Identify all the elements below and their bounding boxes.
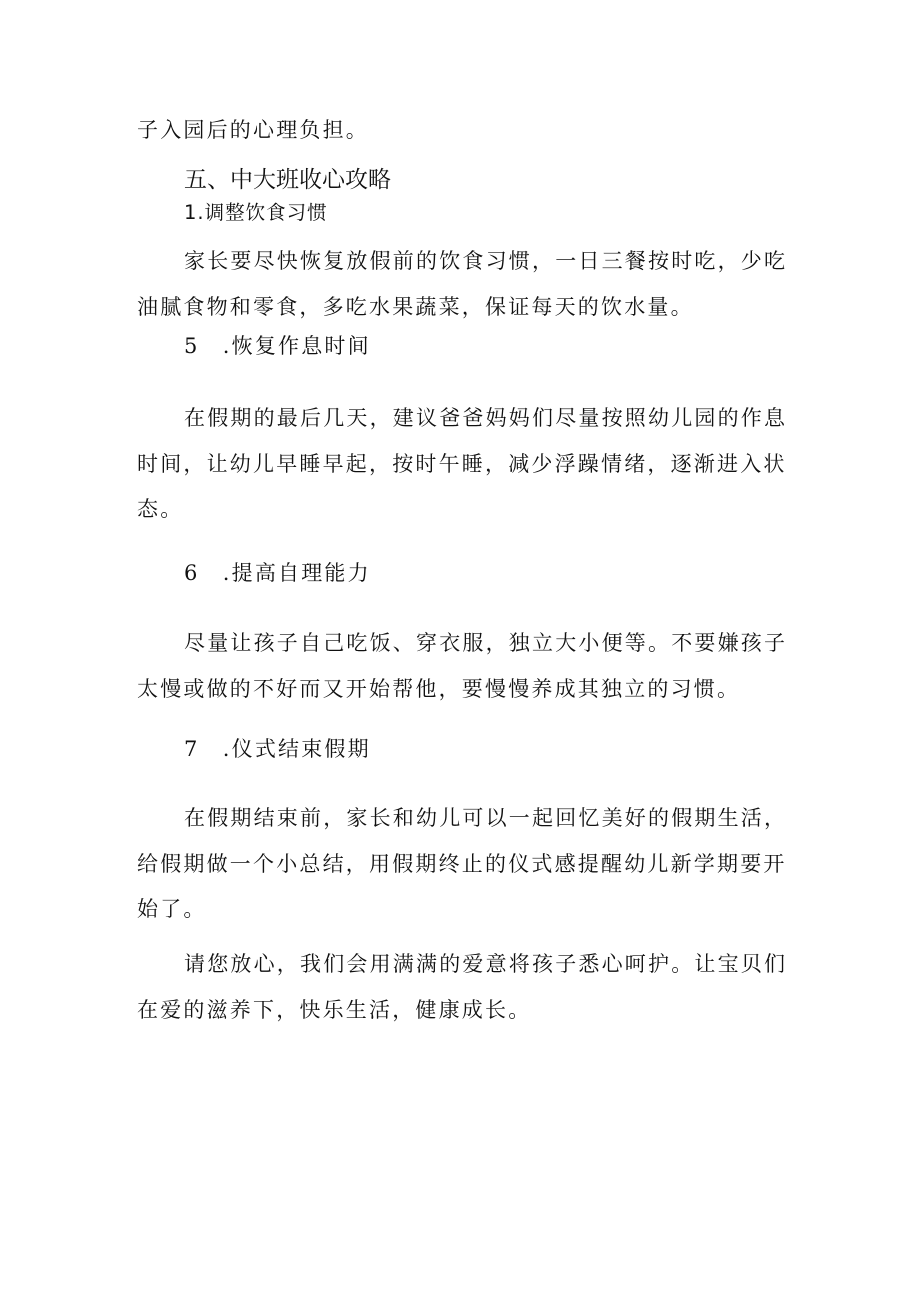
item-5-heading: 5 .恢复作息时间 <box>184 334 371 358</box>
item-5-body: 在假期的最后几天，建议爸爸妈妈们尽量按照幼儿园的作息时间，让幼儿早睡早起，按时午睡，减少浮躁情绪，逐渐进入状态。 <box>137 406 788 521</box>
closing-paragraph: 请您放心，我们会用满满的爱意将孩子悉心呵护。让宝贝们在爱的滋养下，快乐生活，健康成长。 <box>137 952 788 1022</box>
item-1-heading: 1.调整饮食习惯 <box>184 201 328 224</box>
item-6-body: 尽量让孩子自己吃饭、穿衣服，独立大小便等。不要嫌孩子太慢或做的不好而又开始帮他，要慢慢养成其独立的习惯。 <box>137 631 788 701</box>
item-7-heading: 7 .仪式结束假期 <box>184 737 371 761</box>
section-heading: 五、中大班收心攻略 <box>184 167 391 193</box>
continuation-text: 子入园后的心理负担。 <box>137 118 369 142</box>
item-7-body: 在假期结束前，家长和幼儿可以一起回忆美好的假期生活，给假期做一个小总结，用假期终止的仪式感提醒幼儿新学期要开始了。 <box>137 806 788 921</box>
item-1-body: 家长要尽快恢复放假前的饮食习惯，一日三餐按时吃，少吃油腻食物和零食，多吃水果蔬菜，保证每天的饮水量。 <box>137 249 788 319</box>
item-6-heading: 6 .提高自理能力 <box>184 561 371 585</box>
